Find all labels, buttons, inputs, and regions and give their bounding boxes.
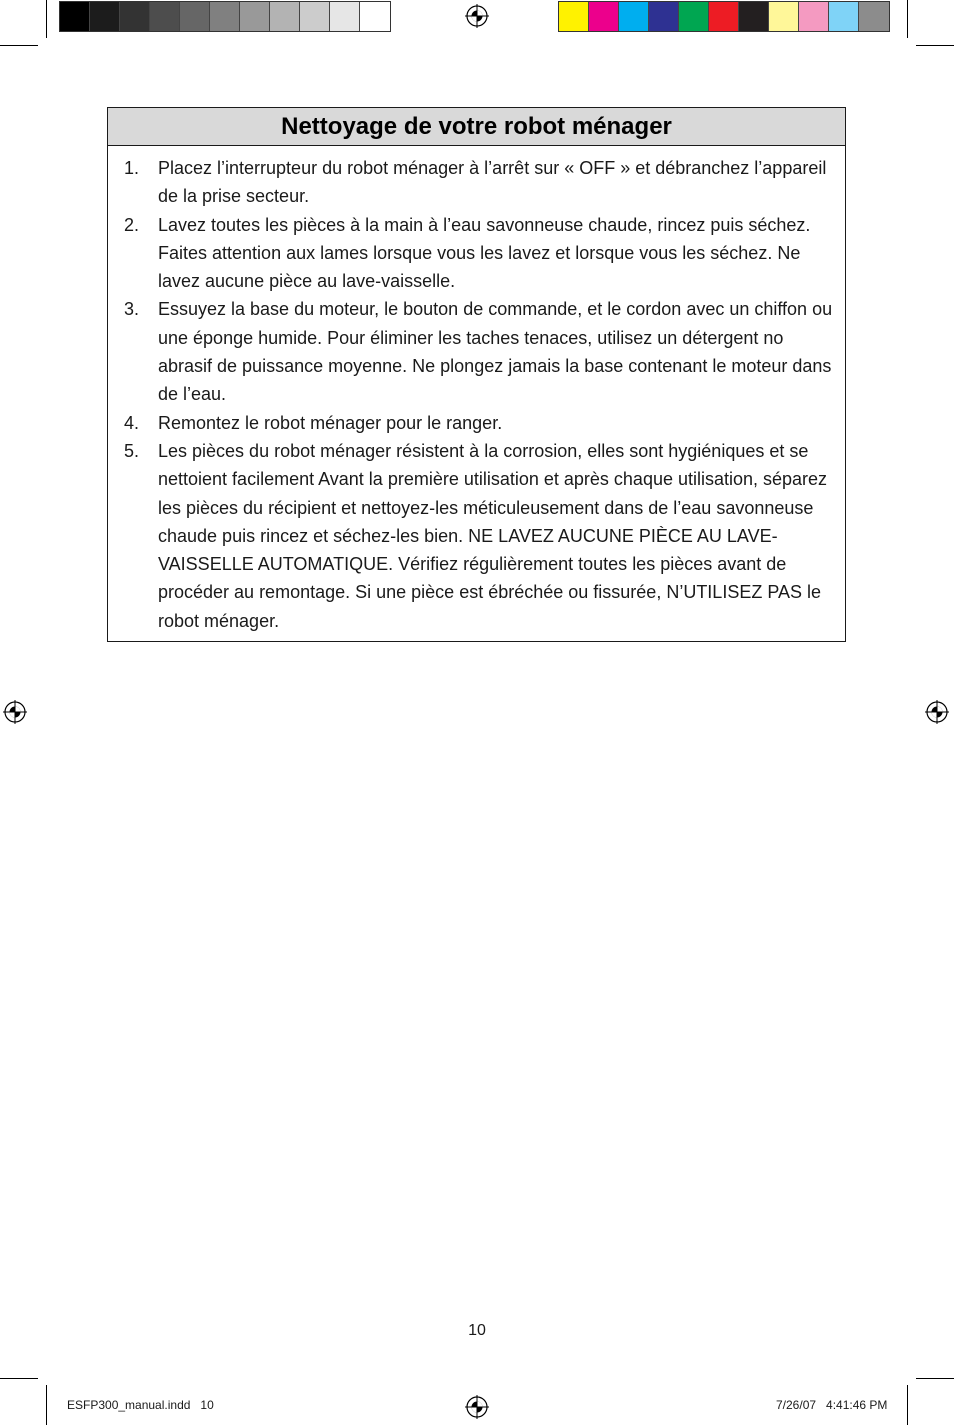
grayscale-color-bar (59, 1, 391, 32)
registration-mark-icon (3, 700, 27, 724)
registration-mark-icon (925, 700, 949, 724)
step-number: 4. (124, 412, 140, 433)
crop-mark (907, 0, 908, 38)
color-swatch (90, 2, 120, 31)
color-swatch (859, 2, 889, 31)
color-swatch (330, 2, 360, 31)
slug-timestamp: 7/26/07 4:41:46 PM (776, 1398, 888, 1412)
color-swatch (619, 2, 649, 31)
step-number: 1. (124, 158, 140, 178)
slug-file-info: ESFP300_manual.indd 10 (67, 1398, 214, 1412)
color-swatch (60, 2, 90, 31)
color-swatch (769, 2, 799, 31)
registration-mark-icon (465, 4, 489, 28)
list-item (124, 154, 833, 211)
color-swatch (799, 2, 829, 31)
list-item (124, 295, 833, 408)
color-swatch (360, 2, 390, 31)
step-number: 3. (124, 299, 140, 320)
color-swatch (210, 2, 240, 31)
cleaning-section (107, 107, 846, 642)
color-swatch (739, 2, 769, 31)
crop-mark (907, 1385, 908, 1425)
step-text: Placez l’interrupteur du robot ménager à l’arrêt sur « OFF » et débranchez l’appareil de la prise secteur. (158, 158, 827, 207)
color-swatch (150, 2, 180, 31)
color-swatch (709, 2, 739, 31)
section-title: Nettoyage de votre robot ménager (108, 108, 845, 146)
color-swatch (559, 2, 589, 31)
color-swatch (120, 2, 150, 31)
page-number: 10 (468, 1322, 486, 1339)
crop-mark (916, 1378, 954, 1379)
color-swatch (679, 2, 709, 31)
step-text: Essuyez la base du moteur, le bouton de commande, et le cordon avec un chiffon ou une éponge humide. Pour éliminer les taches tenaces, utilisez un détergent no abrasif de puissance moyenne. Ne plongez jamais la base contenant le moteur dans de l’eau. (158, 299, 833, 405)
color-swatch (270, 2, 300, 31)
crop-mark (0, 1378, 38, 1379)
list-item (124, 409, 833, 437)
crop-mark (46, 0, 47, 38)
step-text: Remontez le robot ménager pour le ranger. (158, 412, 503, 433)
step-number: 2. (124, 214, 140, 235)
color-swatch (649, 2, 679, 31)
crop-mark (916, 45, 954, 46)
color-swatch (240, 2, 270, 31)
list-item (124, 437, 833, 635)
crop-mark (0, 45, 38, 46)
color-swatch (829, 2, 859, 31)
step-text: Lavez toutes les pièces à la main à l’eau savonneuse chaude, rincez puis séchez. Faites attention aux lames lorsque vous les lavez et lorsque vous les séchez. Ne lavez aucune pièce au lave-vaisselle. (158, 214, 811, 292)
cleaning-steps-list (108, 146, 845, 635)
step-number: 5. (124, 440, 140, 461)
crop-mark (46, 1385, 47, 1425)
step-text: Les pièces du robot ménager résistent à la corrosion, elles sont hygiéniques et se nettoient facilement Avant la première utilisation et après chaque utilisation, séparez les pièces du récipient et nettoyez-les méticuleusement dans de l’eau savonneuse chaude puis rincez et séchez-les bien. NE LAVEZ AUCUNE PIÈCE AU LAVE-VAISSELLE AUTOMATIQUE. Vérifiez régulièrement toutes les pièces avant de procéder au remontage. Si une pièce est ébréchée ou fissurée, N’UTILISEZ PAS le robot ménager. (158, 440, 828, 631)
color-swatch (300, 2, 330, 31)
color-swatch (589, 2, 619, 31)
process-color-bar (558, 1, 890, 32)
color-swatch (180, 2, 210, 31)
list-item (124, 211, 833, 296)
registration-mark-icon (465, 1395, 489, 1419)
